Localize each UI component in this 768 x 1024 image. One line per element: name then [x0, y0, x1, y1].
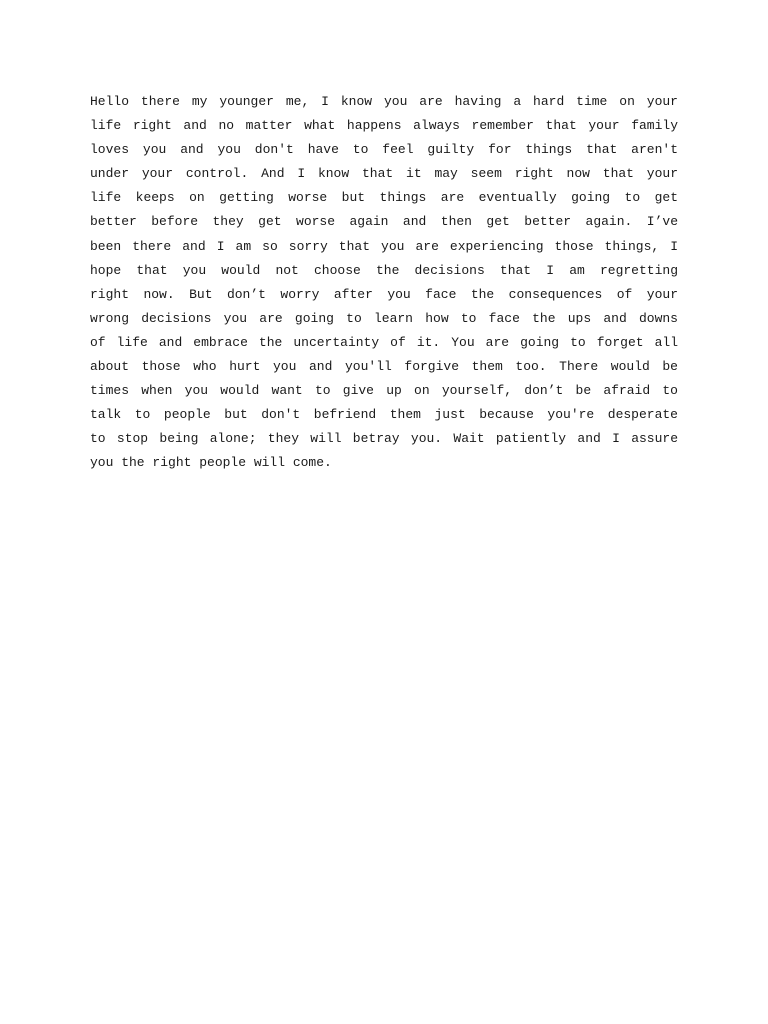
text-line: about those who hurt you and you'll forgive them too. There would be: [90, 359, 678, 375]
text-line: right now. But don’t worry after you face the consequences of your: [90, 286, 678, 302]
text-line: better before they get worse again and then get better again. I’ve: [90, 214, 678, 230]
text-line: Hello there my younger me, I know you are having a hard time on your: [90, 94, 678, 109]
text-line: wrong decisions you are going to learn how to face the ups and downs: [90, 310, 678, 326]
text-line: life keeps on getting worse but things are eventually going to get: [90, 190, 678, 206]
letter-paragraph: [90, 90, 678, 476]
text-line: loves you and you don't have to feel guilty for things that aren't: [90, 142, 678, 158]
text-line: you the right people will come.: [90, 455, 332, 471]
text-line: times when you would want to give up on yourself, don’t be afraid to: [90, 383, 678, 399]
text-line: hope that you would not choose the decisions that I am regretting: [90, 262, 678, 278]
text-line: talk to people but don't befriend them just because you're desperate: [90, 407, 678, 423]
text-line: life right and no matter what happens always remember that your family: [90, 118, 678, 134]
text-line: of life and embrace the uncertainty of it. You are going to forget all: [90, 334, 678, 350]
text-line: to stop being alone; they will betray you. Wait patiently and I assure: [90, 431, 678, 447]
text-line: under your control. And I know that it may seem right now that your: [90, 166, 678, 182]
text-line: been there and I am so sorry that you are experiencing those things, I: [90, 238, 678, 254]
